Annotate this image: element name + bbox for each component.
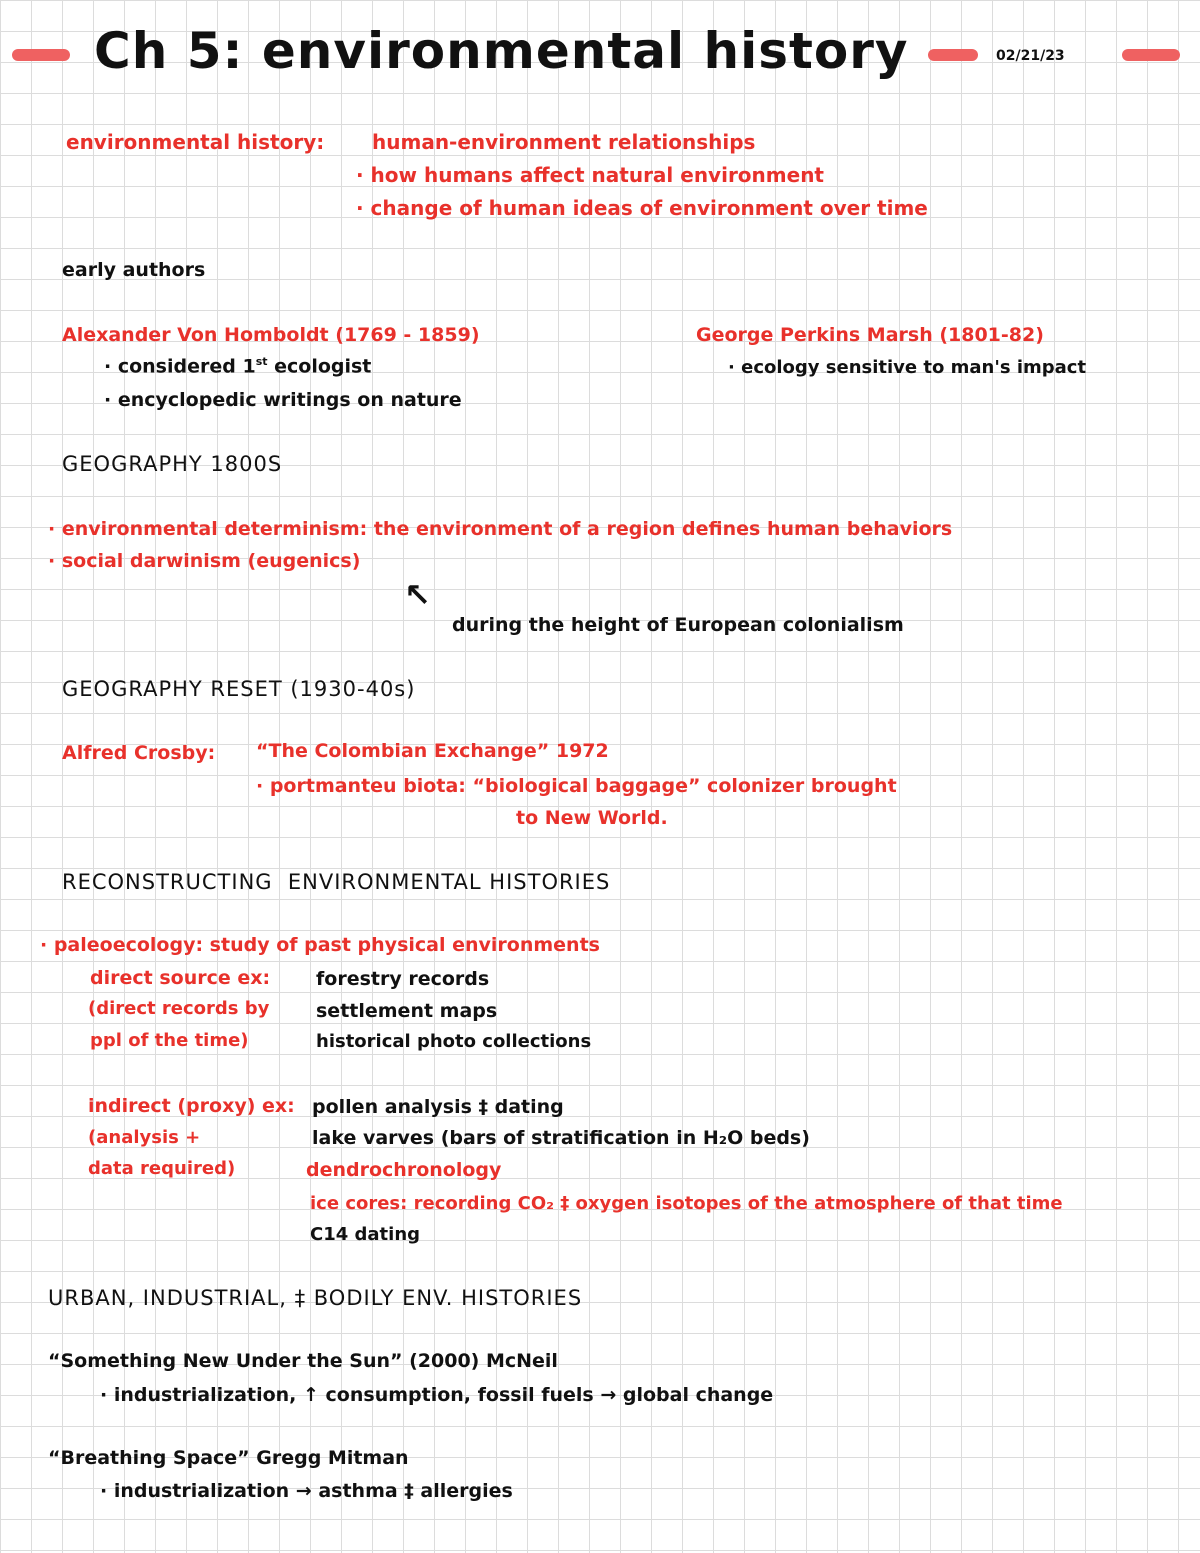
definition-meaning: human-environment relationships bbox=[372, 130, 756, 154]
marsh-point-1: · ecology sensitive to man's impact bbox=[728, 357, 1087, 378]
indirect-note-1: (analysis + bbox=[88, 1127, 201, 1148]
urban-heading: URBAN, INDUSTRIAL, ‡ BODILY ENV. HISTORIES bbox=[48, 1286, 583, 1310]
early-authors-heading: early authors bbox=[62, 259, 206, 281]
geo-1800s-heading: GEOGRAPHY 1800S bbox=[62, 452, 283, 476]
direct-source-note-1: (direct records by bbox=[88, 998, 270, 1019]
direct-item-2: settlement maps bbox=[316, 1000, 498, 1022]
page-date: 02/21/23 bbox=[996, 48, 1065, 64]
geo-1800s-item-1: · environmental determinism: the environment of a region defines human behaviors bbox=[48, 518, 953, 540]
indirect-item-1: pollen analysis ‡ dating bbox=[312, 1096, 564, 1118]
geo-reset-heading: GEOGRAPHY RESET (1930-40s) bbox=[62, 677, 416, 701]
urban-book-1-point: · industrialization, ↑ consumption, fossil fuels → global change bbox=[100, 1384, 774, 1406]
page-title: Ch 5: environmental history bbox=[94, 22, 909, 80]
indirect-label: indirect (proxy) ex: bbox=[88, 1095, 295, 1117]
indirect-item-4: ice cores: recording CO₂ ‡ oxygen isotopes of the atmosphere of that time bbox=[310, 1193, 1063, 1214]
humboldt-point-1: · considered 1st ecologist bbox=[104, 355, 372, 378]
indirect-item-5: C14 dating bbox=[310, 1224, 421, 1245]
title-highlight-right bbox=[1122, 49, 1180, 61]
indirect-item-2: lake varves (bars of stratification in H₂O beds) bbox=[312, 1127, 810, 1149]
humboldt-point-2: · encyclopedic writings on nature bbox=[104, 389, 462, 411]
crosby-point-line-1: · portmanteu biota: “biological baggage” colonizer brought bbox=[256, 775, 897, 797]
direct-item-1: forestry records bbox=[316, 968, 490, 990]
crosby-point-line-2: to New World. bbox=[516, 807, 668, 829]
indirect-note-2: data required) bbox=[88, 1158, 236, 1179]
direct-source-note-2: ppl of the time) bbox=[90, 1030, 249, 1051]
title-highlight-mid bbox=[928, 49, 978, 61]
definition-point-2: · change of human ideas of environment over time bbox=[356, 196, 928, 220]
crosby-book: “The Colombian Exchange” 1972 bbox=[256, 740, 609, 762]
definition-point-1: · how humans affect natural environment bbox=[356, 163, 824, 187]
geo-1800s-arrow: ↖ bbox=[404, 576, 431, 614]
direct-item-3: historical photo collections bbox=[316, 1031, 592, 1052]
urban-book-1: “Something New Under the Sun” (2000) McNeil bbox=[48, 1350, 558, 1372]
reconstructing-heading: RECONSTRUCTING ENVIRONMENTAL HISTORIES bbox=[62, 870, 611, 894]
indirect-item-3: dendrochronology bbox=[306, 1159, 502, 1181]
title-highlight-left bbox=[12, 49, 70, 61]
definition-term: environmental history: bbox=[66, 130, 325, 154]
urban-book-2: “Breathing Space” Gregg Mitman bbox=[48, 1447, 409, 1469]
direct-source-label: direct source ex: bbox=[90, 967, 271, 989]
urban-book-2-point: · industrialization → asthma ‡ allergies bbox=[100, 1480, 513, 1502]
geo-1800s-note: during the height of European colonialism bbox=[452, 614, 904, 636]
paleoecology: · paleoecology: study of past physical environments bbox=[40, 934, 600, 956]
humboldt-name: Alexander Von Homboldt (1769 - 1859) bbox=[62, 324, 480, 346]
crosby-name: Alfred Crosby: bbox=[62, 742, 216, 764]
geo-1800s-item-2: · social darwinism (eugenics) bbox=[48, 550, 361, 572]
marsh-name: George Perkins Marsh (1801-82) bbox=[696, 324, 1044, 346]
